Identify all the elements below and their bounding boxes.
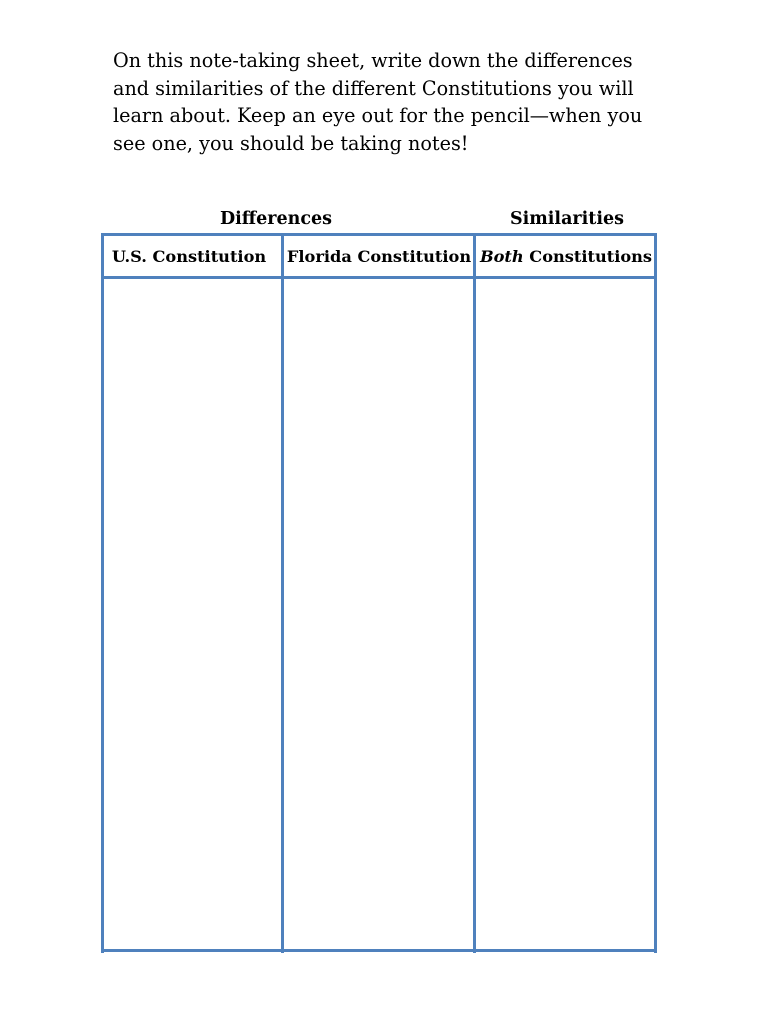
notes-cell-florida-constitution[interactable] xyxy=(284,279,473,949)
instructions-paragraph xyxy=(113,47,673,157)
differences-heading: Differences xyxy=(219,209,333,229)
table-bottom-border xyxy=(101,949,657,952)
both-emphasis: Both xyxy=(479,247,524,266)
table-top-border xyxy=(101,233,657,236)
similarities-heading: Similarities xyxy=(509,209,625,229)
column-header-us-constitution: U.S. Constitution xyxy=(111,247,267,266)
instructions-line: see one, you should be taking notes! xyxy=(113,131,469,155)
notes-cell-both-constitutions[interactable] xyxy=(476,279,654,949)
table-right-border xyxy=(654,233,657,953)
instructions-line: and similarities of the different Constitutions you will xyxy=(113,76,634,100)
notes-table xyxy=(101,233,657,955)
both-rest: Constitutions xyxy=(523,247,653,266)
column-header-florida-constitution: Florida Constitution xyxy=(286,247,472,266)
instructions-line: On this note-taking sheet, write down the differences xyxy=(113,49,633,72)
notes-cell-us-constitution[interactable] xyxy=(104,279,281,949)
column-header-both-constitutions xyxy=(480,247,652,266)
instructions-line: learn about. Keep an eye out for the pencil—when you xyxy=(113,104,643,127)
